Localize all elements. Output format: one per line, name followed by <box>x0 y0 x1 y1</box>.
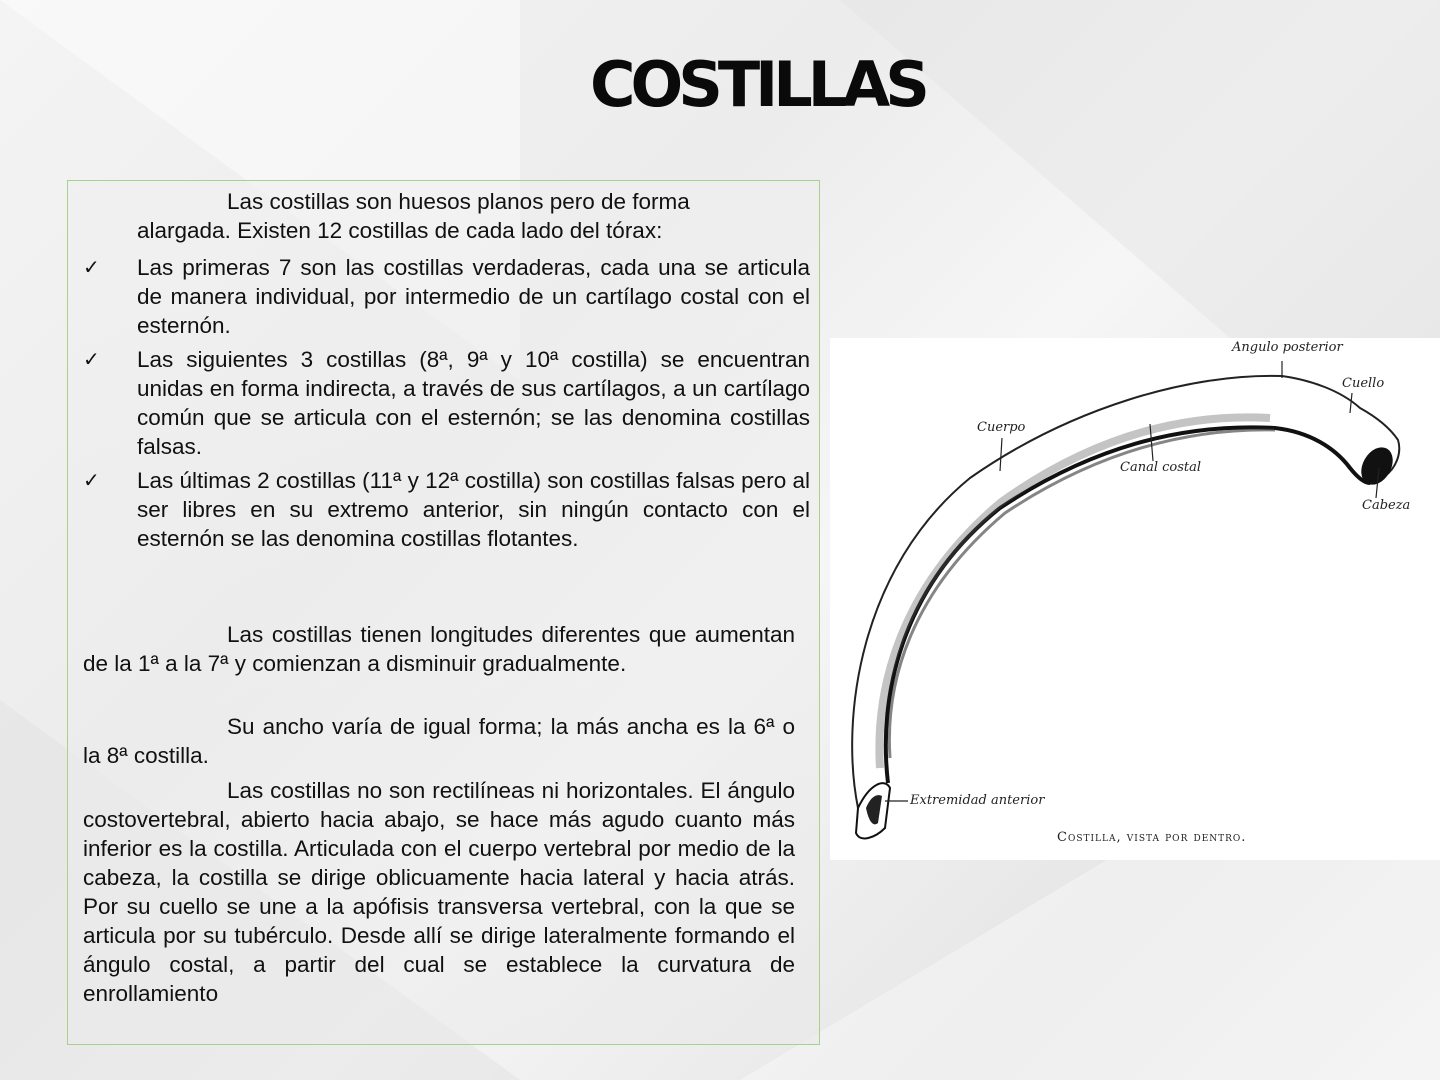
body-paragraph: Las costillas tienen longitudes diferentes que aumentan de la 1ª a la 7ª y comienzan a disminuir gradualmente. <box>83 622 795 676</box>
label-cuello: Cuello <box>1342 376 1385 391</box>
intro-line-2: alargada. Existen 12 costillas de cada lado del tórax: <box>137 218 663 243</box>
rib-drawing <box>830 338 1440 860</box>
body-paragraph: Las costillas no son rectilíneas ni horizontales. El ángulo costovertebral, abierto hacia abajo, se hace más agudo cuanto más inferior es la costilla. Articulada con el cuerpo vertebral por medio de la cabeza, la costilla se dirige oblicuamente hacia lateral y hacia atrás. Por su cuello se une a la apófisis transversa vertebral, con la que se articula por su tubérculo. Desde allí se dirige lateralmente formando el ángulo costal, a partir del cual se establece la curvatura de enrollamiento <box>83 778 795 1006</box>
checkmark-icon: ✓ <box>83 468 100 492</box>
label-canal-costal: Canal costal <box>1120 460 1202 475</box>
label-angulo-posterior: Angulo posterior <box>1232 340 1343 355</box>
checkmark-icon: ✓ <box>83 347 100 371</box>
bullet-item: Las primeras 7 son las costillas verdaderas, cada una se articula de manera individual, por intermedio de un cartílago costal con el esternón. <box>137 255 810 338</box>
slide-title: COSTILLAS <box>590 48 925 121</box>
label-cabeza: Cabeza <box>1362 498 1411 513</box>
bullet-item: Las últimas 2 costillas (11ª y 12ª costilla) son costillas falsas pero al ser libres en su extremo anterior, sin ningún contacto con el esternón se las denomina costillas flotantes. <box>137 468 810 551</box>
checkmark-icon: ✓ <box>83 255 100 279</box>
label-extremidad-anterior: Extremidad anterior <box>910 793 1045 808</box>
figure-caption: Costilla, vista por dentro. <box>1057 830 1247 845</box>
text-box <box>67 180 820 1045</box>
intro-paragraph <box>83 187 795 245</box>
rib-illustration <box>830 338 1440 860</box>
body-paragraph: Su ancho varía de igual forma; la más ancha es la 6ª o la 8ª costilla. <box>83 714 795 768</box>
intro-line-1: Las costillas son huesos planos pero de forma <box>227 189 690 214</box>
bullet-item: Las siguientes 3 costillas (8ª, 9ª y 10ª costilla) se encuentran unidas en forma indirecta, a través de sus cartílagos, a un cartílago común que se articula con el esternón; se las denomina costillas falsas. <box>137 347 810 459</box>
label-cuerpo: Cuerpo <box>977 420 1026 435</box>
